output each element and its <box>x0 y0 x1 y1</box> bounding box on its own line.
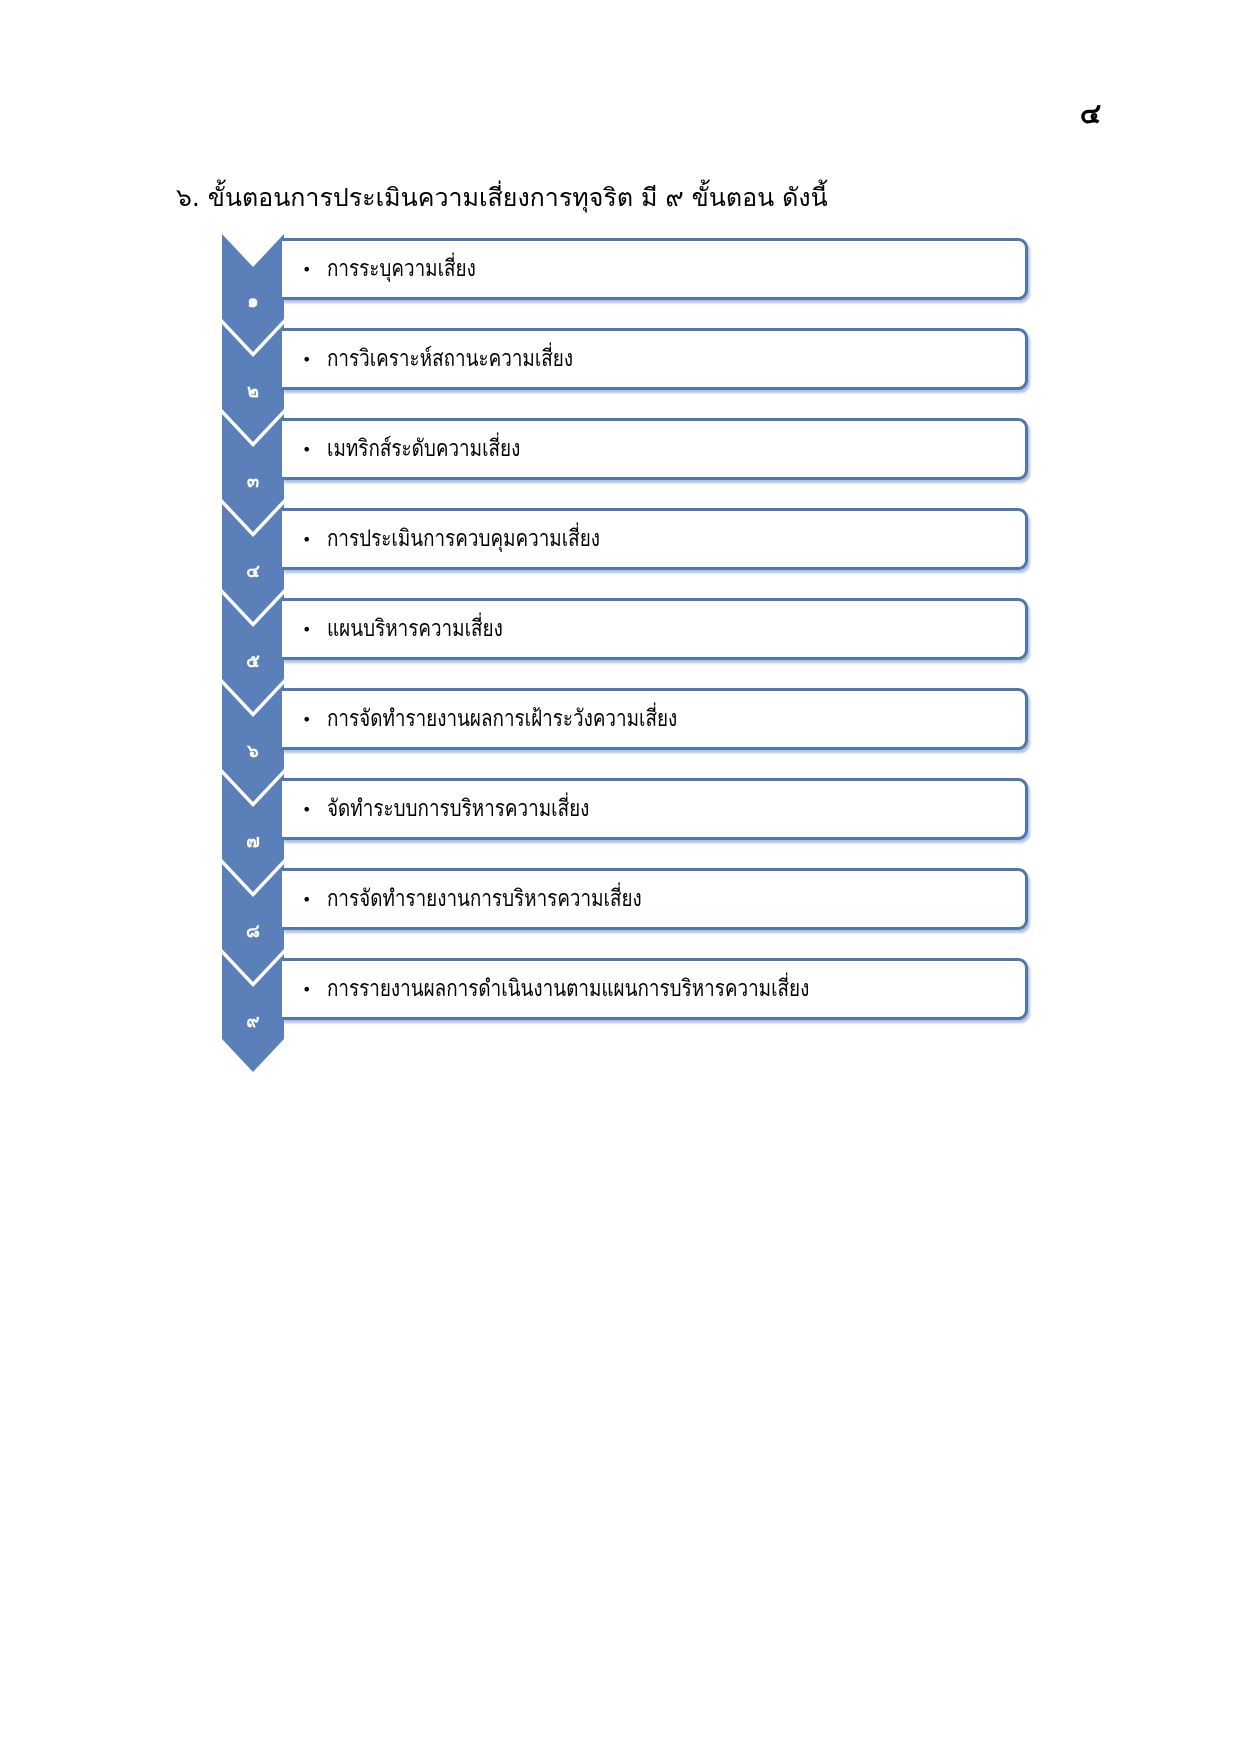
step-box <box>282 598 1028 660</box>
step-label: การรายงานผลการดำเนินงานตามแผนการบริหารความเสี่ยง <box>327 975 810 1001</box>
process-steps-diagram <box>222 234 1042 1074</box>
bullet: • <box>302 709 312 729</box>
bullet: • <box>302 529 312 549</box>
step-box <box>282 958 1028 1020</box>
bullet: • <box>302 259 312 279</box>
bullet: • <box>302 979 312 999</box>
step-box <box>282 778 1028 840</box>
bullet: • <box>302 889 312 909</box>
step-label: จัดทำระบบการบริหารความเสี่ยง <box>327 795 590 821</box>
step-label: แผนบริหารความเสี่ยง <box>327 615 504 641</box>
step-number: ๗ <box>246 831 260 852</box>
step-label: การระบุความเสี่ยง <box>327 255 477 281</box>
step-number: ๔ <box>246 561 260 582</box>
step-box <box>282 238 1028 300</box>
step-box <box>282 868 1028 930</box>
step-box <box>282 688 1028 750</box>
step-box <box>282 418 1028 480</box>
bullet: • <box>302 439 312 459</box>
step-box <box>282 328 1028 390</box>
step-number: ๕ <box>246 651 260 672</box>
step-number: ๖ <box>247 741 259 762</box>
bullet: • <box>302 349 312 369</box>
page-number: ๔ <box>1080 97 1102 130</box>
step-number: ๙ <box>246 1011 260 1032</box>
step-label: เมทริกส์ระดับความเสี่ยง <box>327 435 521 461</box>
step-label: การประเมินการควบคุมความเสี่ยง <box>327 525 601 551</box>
step-number: ๒ <box>247 381 259 402</box>
step-number: ๘ <box>246 921 260 942</box>
step-label: การจัดทำรายงานการบริหารความเสี่ยง <box>327 885 643 911</box>
bullet: • <box>302 799 312 819</box>
step-label: การจัดทำรายงานผลการเฝ้าระวังความเสี่ยง <box>327 705 678 731</box>
step-number: ๓ <box>246 471 260 492</box>
step-number: ๑ <box>247 291 259 312</box>
step-label: การวิเคราะห์สถานะความเสี่ยง <box>327 345 574 371</box>
bullet: • <box>302 619 312 639</box>
section-heading: ๖. ขั้นตอนการประเมินความเสี่ยงการทุจริต มี ๙ ขั้นตอน ดังนี้ <box>176 183 828 212</box>
step-box <box>282 508 1028 570</box>
